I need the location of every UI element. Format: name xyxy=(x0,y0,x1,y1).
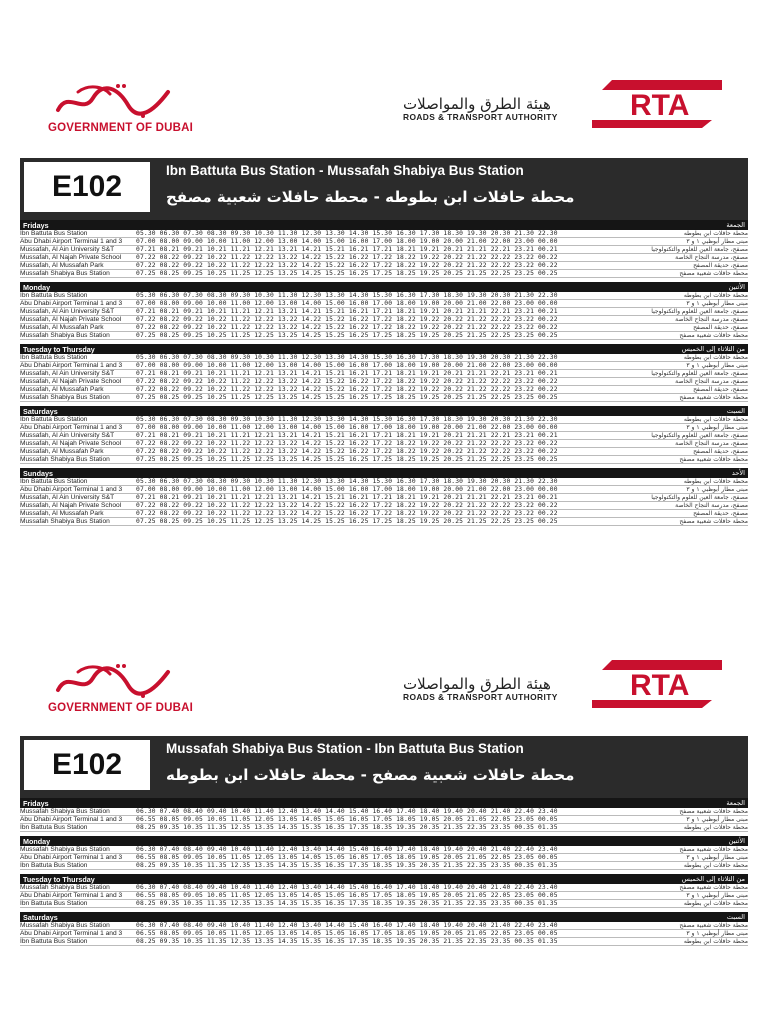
stop-name: Mussafah, Al Ain University S&T xyxy=(20,432,115,439)
stop-name-arabic: محطة حافلات شعبية مصفح xyxy=(679,270,748,277)
departure-times: 08.25 09.35 10.35 11.35 12.35 13.35 14.35 15.35 16.35 17.35 18.35 19.35 20.35 21.35 22.35 23.35 00.35 01.35 xyxy=(136,900,558,907)
day-label-arabic: الأثنين xyxy=(728,837,745,845)
departure-times: 06.30 07.40 08.40 09.40 10.40 11.40 12.40 13.40 14.40 15.40 16.40 17.40 18.40 19.40 20.40 21.40 22.40 23.40 xyxy=(136,846,558,853)
departure-times: 07.22 08.22 09.22 10.22 11.22 12.22 13.22 14.22 15.22 16.22 17.22 18.22 19.22 20.22 21.22 22.22 23.22 00.22 xyxy=(136,324,558,331)
day-label-arabic: الأحد xyxy=(731,469,745,477)
stop-name: Mussafah, Al Najah Private School xyxy=(20,254,122,261)
day-block xyxy=(20,798,748,836)
day-header xyxy=(20,220,748,230)
timetable-row xyxy=(20,386,748,394)
departure-times: 07.21 08.21 09.21 10.21 11.21 12.21 13.21 14.21 15.21 16.21 17.21 18.21 19.21 20.21 21.21 22.21 23.21 00.21 xyxy=(136,432,558,439)
timetable-row xyxy=(20,416,748,424)
timetable-row xyxy=(20,808,748,816)
stop-name: Abu Dhabi Airport Terminal 1 and 3 xyxy=(20,300,123,307)
stop-name-arabic: محطة حافلات ابن بطوطه xyxy=(683,354,748,361)
departure-times: 07.25 08.25 09.25 10.25 11.25 12.25 13.25 14.25 15.25 16.25 17.25 18.25 19.25 20.25 21.25 22.25 23.25 00.25 xyxy=(136,518,558,525)
timetable-row xyxy=(20,432,748,440)
stop-name-arabic: محطة حافلات شعبية مصفح xyxy=(679,846,748,853)
stop-name-arabic: مصفح، حديقة المصفح xyxy=(693,262,748,269)
stop-name: Mussafah, Al Najah Private School xyxy=(20,378,122,385)
stop-name: Abu Dhabi Airport Terminal 1 and 3 xyxy=(20,238,123,245)
day-block xyxy=(20,344,748,406)
stop-name: Ibn Battuta Bus Station xyxy=(20,230,88,237)
departure-times: 07.25 08.25 09.25 10.25 11.25 12.25 13.25 14.25 15.25 16.25 17.25 18.25 19.25 20.25 21.25 22.25 23.25 00.25 xyxy=(136,456,558,463)
stop-name: Ibn Battuta Bus Station xyxy=(20,292,88,299)
day-label-arabic: الجمعة xyxy=(726,799,745,807)
departure-times: 07.22 08.22 09.22 10.22 11.22 12.22 13.22 14.22 15.22 16.22 17.22 18.22 19.22 20.22 21.22 22.22 23.22 00.22 xyxy=(136,448,558,455)
stop-name: Mussafah Shabiya Bus Station xyxy=(20,456,110,463)
stop-name-arabic: مبنى مطار أبوظبي ١ و ٣ xyxy=(686,816,748,823)
stop-name-arabic: محطة حافلات ابن بطوطه xyxy=(683,292,748,299)
rta-logo xyxy=(592,80,722,133)
departure-times: 07.22 08.22 09.22 10.22 11.22 12.22 13.22 14.22 15.22 16.22 17.22 18.22 19.22 20.22 21.22 22.22 23.22 00.22 xyxy=(136,502,558,509)
stop-name-arabic: مصفح، مدرسة النجاح الخاصة xyxy=(675,378,748,385)
day-label-english: Tuesday to Thursday xyxy=(23,344,95,354)
stop-name: Ibn Battuta Bus Station xyxy=(20,354,88,361)
stop-name: Mussafah, Al Mussafah Park xyxy=(20,448,104,455)
stop-name-arabic: محطة حافلات شعبية مصفح xyxy=(679,922,748,929)
stop-name-arabic: مصفح، جامعة العين للعلوم والتكنولوجيا xyxy=(651,494,748,501)
departure-times: 07.21 08.21 09.21 10.21 11.21 12.21 13.21 14.21 15.21 16.21 17.21 18.21 19.21 20.21 21.21 22.21 23.21 00.21 xyxy=(136,246,558,253)
rta-english-name: ROADS & TRANSPORT AUTHORITY xyxy=(403,692,558,702)
stop-name: Mussafah Shabiya Bus Station xyxy=(20,270,110,277)
stop-name: Mussafah Shabiya Bus Station xyxy=(20,394,110,401)
departure-times: 07.21 08.21 09.21 10.21 11.21 12.21 13.21 14.21 15.21 16.21 17.21 18.21 19.21 20.21 21.21 22.21 23.21 00.21 xyxy=(136,494,558,501)
timetable-row xyxy=(20,362,748,370)
timetable-row xyxy=(20,502,748,510)
day-label-arabic: من الثلاثاء إلى الخميس xyxy=(681,875,745,883)
government-of-dubai-logo xyxy=(48,80,193,134)
day-label-english: Saturdays xyxy=(23,912,58,922)
schedule-table xyxy=(20,798,748,950)
route-title-arabic: محطة حافلات شعبية مصفح - محطة حافلات ابن بطوطه xyxy=(166,766,575,784)
departure-times: 06.55 08.05 09.05 10.05 11.05 12.05 13.05 14.05 15.05 16.05 17.05 18.05 19.05 20.05 21.05 22.05 23.05 00.05 xyxy=(136,854,558,861)
day-label-arabic: الأثنين xyxy=(728,283,745,291)
svg-text:RTA: RTA xyxy=(630,669,690,702)
day-label-arabic: الجمعة xyxy=(726,221,745,229)
stop-name: Ibn Battuta Bus Station xyxy=(20,478,88,485)
timetable-row xyxy=(20,308,748,316)
departure-times: 06.55 08.05 09.05 10.05 11.05 12.05 13.05 14.05 15.05 16.05 17.05 18.05 19.05 20.05 21.05 22.05 23.05 00.05 xyxy=(136,930,558,937)
stop-name-arabic: مبنى مطار أبوظبي ١ و ٣ xyxy=(686,892,748,899)
departure-times: 05.30 06.30 07.30 08.30 09.30 10.30 11.30 12.30 13.30 14.30 15.30 16.30 17.30 18.30 19.30 20.30 21.30 22.30 xyxy=(136,478,558,485)
stop-name-arabic: محطة حافلات شعبية مصفح xyxy=(679,884,748,891)
government-of-dubai-label: GOVERNMENT OF DUBAI xyxy=(48,122,193,134)
svg-text:RTA: RTA xyxy=(630,89,690,122)
departure-times: 07.22 08.22 09.22 10.22 11.22 12.22 13.22 14.22 15.22 16.22 17.22 18.22 19.22 20.22 21.22 22.22 23.22 00.22 xyxy=(136,262,558,269)
timetable-row xyxy=(20,270,748,278)
departure-times: 07.25 08.25 09.25 10.25 11.25 12.25 13.25 14.25 15.25 16.25 17.25 18.25 19.25 20.25 21.25 22.25 23.25 00.25 xyxy=(136,332,558,339)
departure-times: 07.21 08.21 09.21 10.21 11.21 12.21 13.21 14.21 15.21 16.21 17.21 18.21 19.21 20.21 21.21 22.21 23.21 00.21 xyxy=(136,370,558,377)
departure-times: 07.00 08.00 09.00 10.00 11.00 12.00 13.00 14.00 15.00 16.00 17.00 18.00 19.00 20.00 21.00 22.00 23.00 00.00 xyxy=(136,424,558,431)
day-label-english: Monday xyxy=(23,836,51,846)
stop-name: Mussafah, Al Najah Private School xyxy=(20,502,122,509)
departure-times: 07.22 08.22 09.22 10.22 11.22 12.22 13.22 14.22 15.22 16.22 17.22 18.22 19.22 20.22 21.22 22.22 23.22 00.22 xyxy=(136,378,558,385)
stop-name-arabic: محطة حافلات شعبية مصفح xyxy=(679,456,748,463)
stop-name: Mussafah, Al Ain University S&T xyxy=(20,370,115,377)
stop-name: Ibn Battuta Bus Station xyxy=(20,416,88,423)
timetable-row xyxy=(20,494,748,502)
day-block xyxy=(20,836,748,874)
stop-name-arabic: مصفح، حديقة المصفح xyxy=(693,510,748,517)
departure-times: 07.00 08.00 09.00 10.00 11.00 12.00 13.00 14.00 15.00 16.00 17.00 18.00 19.00 20.00 21.00 22.00 23.00 00.00 xyxy=(136,362,558,369)
departure-times: 07.21 08.21 09.21 10.21 11.21 12.21 13.21 14.21 15.21 16.21 17.21 18.21 19.21 20.21 21.21 22.21 23.21 00.21 xyxy=(136,308,558,315)
stop-name-arabic: مبنى مطار أبوظبي ١ و ٣ xyxy=(686,854,748,861)
stop-name: Abu Dhabi Airport Terminal 1 and 3 xyxy=(20,930,123,937)
government-of-dubai-logo xyxy=(48,660,193,714)
day-block xyxy=(20,220,748,282)
stop-name: Mussafah Shabiya Bus Station xyxy=(20,884,110,891)
rta-english-name: ROADS & TRANSPORT AUTHORITY xyxy=(403,112,558,122)
timetable-row xyxy=(20,440,748,448)
route-title-english: Mussafah Shabiya Bus Station - Ibn Battuta Bus Station xyxy=(166,741,524,756)
stop-name-arabic: مصفح، جامعة العين للعلوم والتكنولوجيا xyxy=(651,432,748,439)
day-header xyxy=(20,798,748,808)
stop-name-arabic: محطة حافلات شعبية مصفح xyxy=(679,808,748,815)
stop-name-arabic: محطة حافلات شعبية مصفح xyxy=(679,518,748,525)
departure-times: 06.55 08.05 09.05 10.05 11.05 12.05 13.05 14.05 15.05 16.05 17.05 18.05 19.05 20.05 21.05 22.05 23.05 00.05 xyxy=(136,892,558,899)
rta-logo xyxy=(592,660,722,713)
departure-times: 07.25 08.25 09.25 10.25 11.25 12.25 13.25 14.25 15.25 16.25 17.25 18.25 19.25 20.25 21.25 22.25 23.25 00.25 xyxy=(136,270,558,277)
departure-times: 07.22 08.22 09.22 10.22 11.22 12.22 13.22 14.22 15.22 16.22 17.22 18.22 19.22 20.22 21.22 22.22 23.22 00.22 xyxy=(136,440,558,447)
departure-times: 07.22 08.22 09.22 10.22 11.22 12.22 13.22 14.22 15.22 16.22 17.22 18.22 19.22 20.22 21.22 22.22 23.22 00.22 xyxy=(136,386,558,393)
timetable-row xyxy=(20,922,748,930)
departure-times: 07.25 08.25 09.25 10.25 11.25 12.25 13.25 14.25 15.25 16.25 17.25 18.25 19.25 20.25 21.25 22.25 23.25 00.25 xyxy=(136,394,558,401)
departure-times: 07.00 08.00 09.00 10.00 11.00 12.00 13.00 14.00 15.00 16.00 17.00 18.00 19.00 20.00 21.00 22.00 23.00 00.00 xyxy=(136,486,558,493)
rta-arabic-name: هيئة الطرق والمواصلات xyxy=(403,95,551,113)
day-label-arabic: من الثلاثاء إلى الخميس xyxy=(681,345,745,353)
stop-name: Mussafah, Al Mussafah Park xyxy=(20,386,104,393)
timetable-row xyxy=(20,300,748,308)
stop-name-arabic: محطة حافلات شعبية مصفح xyxy=(679,394,748,401)
rta-mark-icon xyxy=(592,80,722,128)
stop-name-arabic: محطة حافلات ابن بطوطه xyxy=(683,478,748,485)
rta-mark-icon xyxy=(592,660,722,708)
departure-times: 06.30 07.40 08.40 09.40 10.40 11.40 12.40 13.40 14.40 15.40 16.40 17.40 18.40 19.40 20.40 21.40 22.40 23.40 xyxy=(136,808,558,815)
day-block xyxy=(20,282,748,344)
route-number: E102 xyxy=(24,162,150,212)
timetable-row xyxy=(20,486,748,494)
stop-name-arabic: مصفح، حديقة المصفح xyxy=(693,386,748,393)
stop-name-arabic: محطة حافلات ابن بطوطه xyxy=(683,938,748,945)
timetable-row xyxy=(20,238,748,246)
stop-name: Ibn Battuta Bus Station xyxy=(20,938,88,945)
stop-name-arabic: مصفح، جامعة العين للعلوم والتكنولوجيا xyxy=(651,370,748,377)
stop-name-arabic: مصفح، حديقة المصفح xyxy=(693,448,748,455)
stop-name: Abu Dhabi Airport Terminal 1 and 3 xyxy=(20,854,123,861)
day-label-arabic: السبت xyxy=(726,913,745,921)
stop-name: Mussafah, Al Ain University S&T xyxy=(20,308,115,315)
stop-name: Mussafah Shabiya Bus Station xyxy=(20,518,110,525)
timetable-row xyxy=(20,246,748,254)
stop-name: Mussafah Shabiya Bus Station xyxy=(20,922,110,929)
departure-times: 08.25 09.35 10.35 11.35 12.35 13.35 14.35 15.35 16.35 17.35 18.35 19.35 20.35 21.35 22.35 23.35 00.35 01.35 xyxy=(136,938,558,945)
route-title-box xyxy=(20,158,748,220)
timetable-row xyxy=(20,518,748,526)
timetable-row xyxy=(20,324,748,332)
day-block xyxy=(20,874,748,912)
day-header xyxy=(20,344,748,354)
day-header xyxy=(20,468,748,478)
day-label-english: Saturdays xyxy=(23,406,58,416)
schedule-table xyxy=(20,220,748,530)
government-of-dubai-label: GOVERNMENT OF DUBAI xyxy=(48,702,193,714)
stop-name-arabic: مصفح، حديقة المصفح xyxy=(693,324,748,331)
stop-name: Mussafah, Al Najah Private School xyxy=(20,440,122,447)
stop-name-arabic: محطة حافلات ابن بطوطه xyxy=(683,900,748,907)
timetable-row xyxy=(20,394,748,402)
departure-times: 07.22 08.22 09.22 10.22 11.22 12.22 13.22 14.22 15.22 16.22 17.22 18.22 19.22 20.22 21.22 22.22 23.22 00.22 xyxy=(136,316,558,323)
stop-name-arabic: مصفح، مدرسة النجاح الخاصة xyxy=(675,254,748,261)
timetable-row xyxy=(20,900,748,908)
stop-name-arabic: محطة حافلات ابن بطوطه xyxy=(683,862,748,869)
timetable-row xyxy=(20,370,748,378)
departure-times: 06.30 07.40 08.40 09.40 10.40 11.40 12.40 13.40 14.40 15.40 16.40 17.40 18.40 19.40 20.40 21.40 22.40 23.40 xyxy=(136,884,558,891)
timetable-row xyxy=(20,354,748,362)
stop-name-arabic: مبنى مطار أبوظبي ١ و ٣ xyxy=(686,238,748,245)
header xyxy=(0,0,768,150)
stop-name-arabic: مبنى مطار أبوظبي ١ و ٣ xyxy=(686,300,748,307)
departure-times: 05.30 06.30 07.30 08.30 09.30 10.30 11.30 12.30 13.30 14.30 15.30 16.30 17.30 18.30 19.30 20.30 21.30 22.30 xyxy=(136,292,558,299)
stop-name-arabic: مبنى مطار أبوظبي ١ و ٣ xyxy=(686,424,748,431)
stop-name: Ibn Battuta Bus Station xyxy=(20,824,88,831)
stop-name: Mussafah, Al Mussafah Park xyxy=(20,510,104,517)
stop-name-arabic: مصفح، جامعة العين للعلوم والتكنولوجيا xyxy=(651,246,748,253)
departure-times: 07.22 08.22 09.22 10.22 11.22 12.22 13.22 14.22 15.22 16.22 17.22 18.22 19.22 20.22 21.22 22.22 23.22 00.22 xyxy=(136,510,558,517)
timetable-row xyxy=(20,332,748,340)
stop-name-arabic: محطة حافلات ابن بطوطه xyxy=(683,230,748,237)
timetable-row xyxy=(20,510,748,518)
stop-name: Mussafah, Al Mussafah Park xyxy=(20,324,104,331)
timetable-row xyxy=(20,262,748,270)
stop-name: Mussafah Shabiya Bus Station xyxy=(20,332,110,339)
departure-times: 07.00 08.00 09.00 10.00 11.00 12.00 13.00 14.00 15.00 16.00 17.00 18.00 19.00 20.00 21.00 22.00 23.00 00.00 xyxy=(136,300,558,307)
day-block xyxy=(20,912,748,950)
dubai-calligraphy-icon xyxy=(48,660,178,700)
day-label-arabic: السبت xyxy=(726,407,745,415)
stop-name-arabic: مصفح، جامعة العين للعلوم والتكنولوجيا xyxy=(651,308,748,315)
departure-times: 06.55 08.05 09.05 10.05 11.05 12.05 13.05 14.05 15.05 16.05 17.05 18.05 19.05 20.05 21.05 22.05 23.05 00.05 xyxy=(136,816,558,823)
departure-times: 07.22 08.22 09.22 10.22 11.22 12.22 13.22 14.22 15.22 16.22 17.22 18.22 19.22 20.22 21.22 22.22 23.22 00.22 xyxy=(136,254,558,261)
stop-name: Abu Dhabi Airport Terminal 1 and 3 xyxy=(20,424,123,431)
departure-times: 06.30 07.40 08.40 09.40 10.40 11.40 12.40 13.40 14.40 15.40 16.40 17.40 18.40 19.40 20.40 21.40 22.40 23.40 xyxy=(136,922,558,929)
timetable-row xyxy=(20,892,748,900)
day-header xyxy=(20,874,748,884)
stop-name: Mussafah, Al Ain University S&T xyxy=(20,246,115,253)
day-label-english: Monday xyxy=(23,282,51,292)
stop-name-arabic: مصفح، مدرسة النجاح الخاصة xyxy=(675,316,748,323)
day-header xyxy=(20,836,748,846)
day-block xyxy=(20,406,748,468)
stop-name: Ibn Battuta Bus Station xyxy=(20,862,88,869)
timetable-row xyxy=(20,292,748,300)
departure-times: 08.25 09.35 10.35 11.35 12.35 13.35 14.35 15.35 16.35 17.35 18.35 19.35 20.35 21.35 22.35 23.35 00.35 01.35 xyxy=(136,862,558,869)
day-header xyxy=(20,406,748,416)
departure-times: 05.30 06.30 07.30 08.30 09.30 10.30 11.30 12.30 13.30 14.30 15.30 16.30 17.30 18.30 19.30 20.30 21.30 22.30 xyxy=(136,416,558,423)
departure-times: 05.30 06.30 07.30 08.30 09.30 10.30 11.30 12.30 13.30 14.30 15.30 16.30 17.30 18.30 19.30 20.30 21.30 22.30 xyxy=(136,230,558,237)
stop-name: Abu Dhabi Airport Terminal 1 and 3 xyxy=(20,892,123,899)
stop-name: Mussafah Shabiya Bus Station xyxy=(20,846,110,853)
timetable-row xyxy=(20,456,748,464)
timetable-row xyxy=(20,254,748,262)
timetable-row xyxy=(20,478,748,486)
rta-arabic-name: هيئة الطرق والمواصلات xyxy=(403,675,551,693)
route-title-box xyxy=(20,736,748,798)
timetable-row xyxy=(20,378,748,386)
timetable-row xyxy=(20,930,748,938)
stop-name-arabic: مصفح، مدرسة النجاح الخاصة xyxy=(675,440,748,447)
stop-name-arabic: مبنى مطار أبوظبي ١ و ٣ xyxy=(686,362,748,369)
timetable-row xyxy=(20,824,748,832)
stop-name-arabic: مصفح، مدرسة النجاح الخاصة xyxy=(675,502,748,509)
departure-times: 05.30 06.30 07.30 08.30 09.30 10.30 11.30 12.30 13.30 14.30 15.30 16.30 17.30 18.30 19.30 20.30 21.30 22.30 xyxy=(136,354,558,361)
stop-name: Mussafah Shabiya Bus Station xyxy=(20,808,110,815)
stop-name: Mussafah, Al Mussafah Park xyxy=(20,262,104,269)
day-header xyxy=(20,912,748,922)
stop-name-arabic: محطة حافلات ابن بطوطه xyxy=(683,416,748,423)
timetable-row xyxy=(20,938,748,946)
timetable-row xyxy=(20,816,748,824)
timetable-row xyxy=(20,316,748,324)
dubai-calligraphy-icon xyxy=(48,80,178,120)
timetable-row xyxy=(20,424,748,432)
day-header xyxy=(20,282,748,292)
timetable-row xyxy=(20,230,748,238)
day-label-english: Sundays xyxy=(23,468,53,478)
route-title-english: Ibn Battuta Bus Station - Mussafah Shabiya Bus Station xyxy=(166,163,524,178)
stop-name-arabic: محطة حافلات ابن بطوطه xyxy=(683,824,748,831)
stop-name: Mussafah, Al Najah Private School xyxy=(20,316,122,323)
departure-times: 08.25 09.35 10.35 11.35 12.35 13.35 14.35 15.35 16.35 17.35 18.35 19.35 20.35 21.35 22.35 23.35 00.35 01.35 xyxy=(136,824,558,831)
stop-name-arabic: مبنى مطار أبوظبي ١ و ٣ xyxy=(686,486,748,493)
departure-times: 07.00 08.00 09.00 10.00 11.00 12.00 13.00 14.00 15.00 16.00 17.00 18.00 19.00 20.00 21.00 22.00 23.00 00.00 xyxy=(136,238,558,245)
timetable-row xyxy=(20,884,748,892)
day-label-english: Fridays xyxy=(23,798,49,808)
stop-name-arabic: محطة حافلات شعبية مصفح xyxy=(679,332,748,339)
route-title-arabic: محطة حافلات ابن بطوطه - محطة حافلات شعبية مصفح xyxy=(166,188,575,206)
timetable-sheet-2 xyxy=(0,640,768,1024)
stop-name: Abu Dhabi Airport Terminal 1 and 3 xyxy=(20,362,123,369)
stop-name-arabic: مبنى مطار أبوظبي ١ و ٣ xyxy=(686,930,748,937)
stop-name: Mussafah, Al Ain University S&T xyxy=(20,494,115,501)
stop-name: Abu Dhabi Airport Terminal 1 and 3 xyxy=(20,486,123,493)
timetable-row xyxy=(20,854,748,862)
header xyxy=(0,580,768,730)
stop-name: Ibn Battuta Bus Station xyxy=(20,900,88,907)
day-block xyxy=(20,468,748,530)
route-number: E102 xyxy=(24,740,150,790)
day-label-english: Tuesday to Thursday xyxy=(23,874,95,884)
timetable-row xyxy=(20,448,748,456)
timetable-row xyxy=(20,846,748,854)
timetable-row xyxy=(20,862,748,870)
day-label-english: Fridays xyxy=(23,220,49,230)
stop-name: Abu Dhabi Airport Terminal 1 and 3 xyxy=(20,816,123,823)
